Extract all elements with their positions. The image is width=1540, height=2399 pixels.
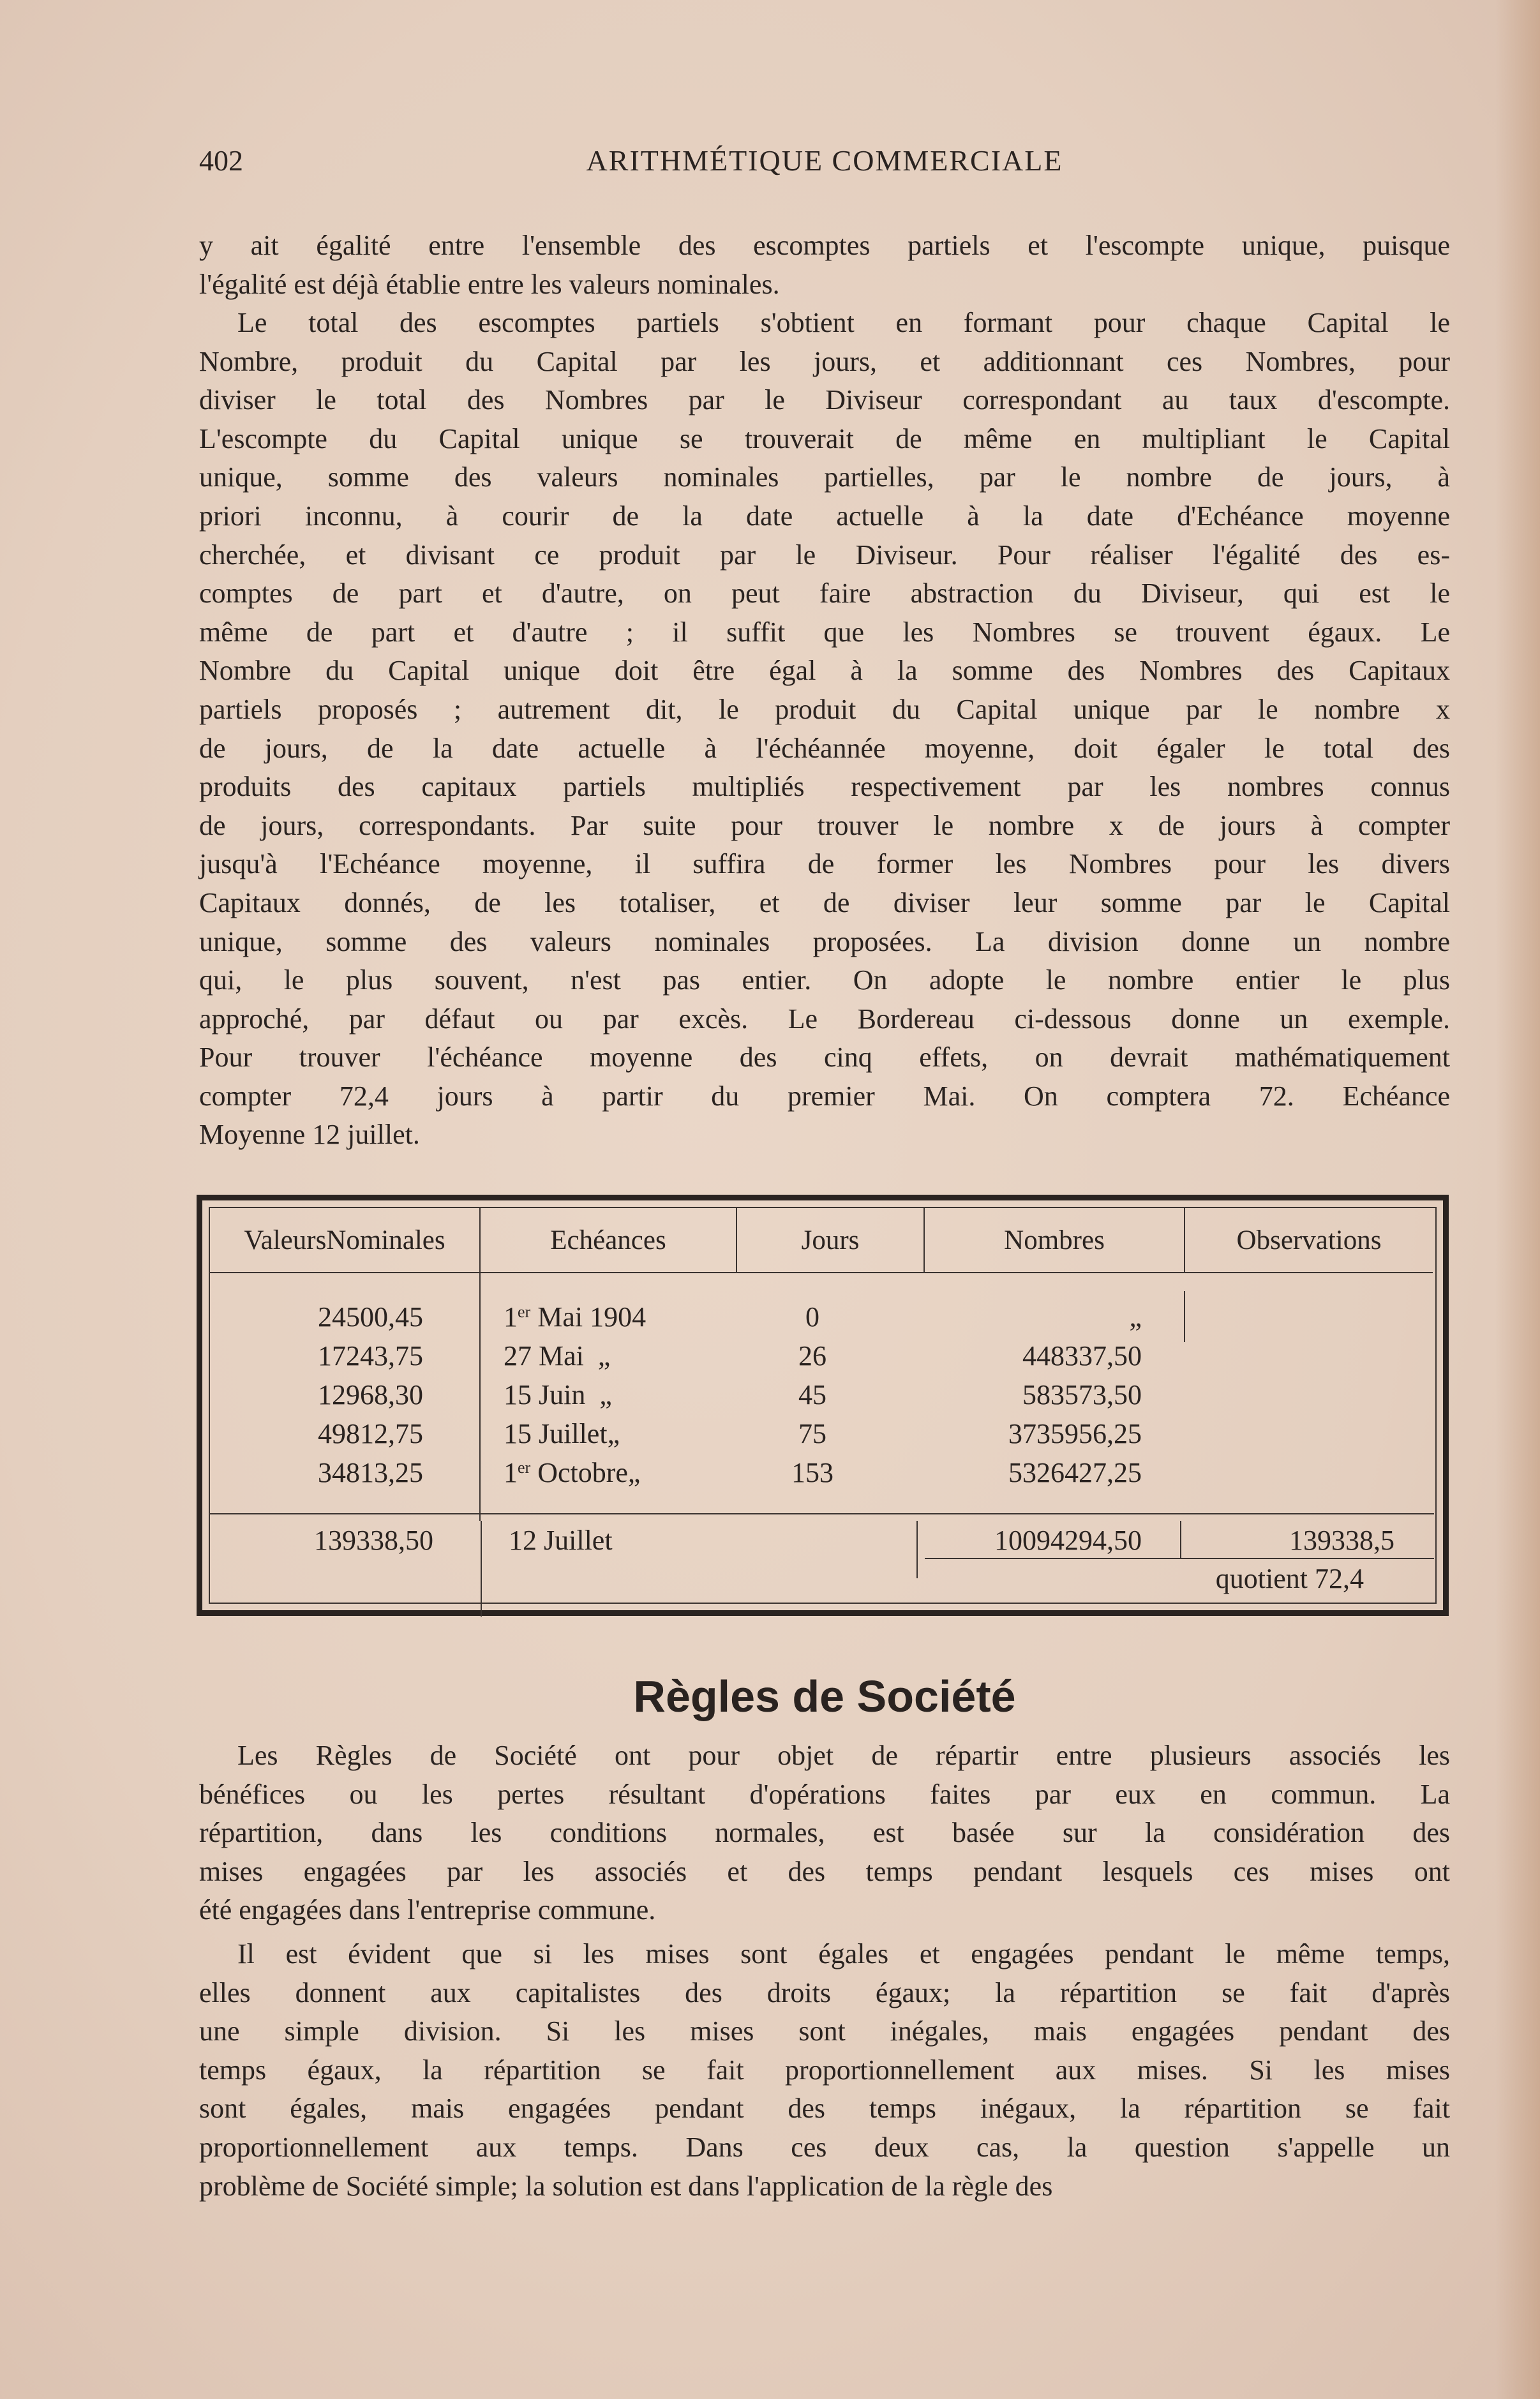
page-number: 402	[199, 144, 243, 177]
total-echeance: 12 Juillet	[509, 1525, 613, 1556]
text-line: comptes de part et d'autre, on peut faire abstraction du Diviseur, qui est le	[199, 578, 1450, 609]
text-line: de jours, de la date actuelle à l'échéannée moyenne, doit égaler le total des	[199, 732, 1450, 764]
echeance-ordinal: er	[518, 1303, 531, 1321]
text-line: partiels proposés ; autrement dit, le produit du Capital unique par le nombre x	[199, 693, 1450, 725]
text-line: Pour trouver l'échéance moyenne des cinq effets, on devrait mathématiquement	[199, 1042, 1450, 1073]
echeance-cell	[504, 1297, 646, 1336]
total-observation: 139338,5	[1289, 1525, 1394, 1556]
page-edge-shadow	[1495, 0, 1540, 2399]
valeur-cell: 17243,75	[318, 1340, 423, 1371]
col-rule-1b	[481, 1521, 482, 1617]
echeance-day: 15 Juillet	[504, 1418, 608, 1449]
nombre-cell: 3735956,25	[1008, 1418, 1142, 1449]
text-line: approché, par défaut ou par excès. Le Bordereau ci-dessous donne un exemple.	[199, 1003, 1450, 1035]
text-line: Nombre, produit du Capital par les jours, et additionnant ces Nombres, pour	[199, 345, 1450, 377]
col-rule-4b	[1184, 1291, 1185, 1342]
main-paragraph	[199, 304, 1450, 1155]
text-line: bénéfices ou les pertes résultant d'opérations faites par eux en commun. La	[199, 1778, 1450, 1810]
header-jours: Jours	[801, 1225, 860, 1255]
nombre-cell: „	[1129, 1301, 1142, 1333]
header-valeurs: ValeursNominales	[244, 1225, 445, 1255]
echeance-rest: „	[607, 1418, 620, 1449]
echeance-ordinal: er	[518, 1458, 531, 1477]
section-paragraph-2	[199, 1935, 1450, 2206]
jours-cell: 45	[798, 1379, 826, 1410]
text-line: unique, somme des valeurs nominales partielles, par le nombre de jours, à	[199, 461, 1450, 493]
text-line: qui, le plus souvent, n'est pas entier. On adopte le nombre entier le plus	[199, 964, 1450, 996]
text-line: jusqu'à l'Echéance moyenne, il suffira de former les Nombres pour les divers	[199, 848, 1450, 880]
page-header	[199, 144, 1450, 188]
text-line: même de part et d'autre ; il suffit que les Nombres se trouvent égaux. Le	[199, 616, 1450, 648]
text-line: temps égaux, la répartition se fait proportionnellement aux mises. Si les mises	[199, 2054, 1450, 2086]
text-line: diviser le total des Nombres par le Diviseur correspondant au taux d'escompte.	[199, 384, 1450, 416]
running-title: ARITHMÉTIQUE COMMERCIALE	[586, 144, 1063, 177]
echeance-rest: „	[585, 1379, 612, 1410]
text-line: compter 72,4 jours à partir du premier Mai. On comptera 72. Echéance	[199, 1080, 1450, 1112]
text-line: unique, somme des valeurs nominales proposées. La division donne un nombre	[199, 925, 1450, 957]
echeance-cell	[504, 1414, 620, 1453]
valeur-cell: 12968,30	[318, 1379, 423, 1410]
text-line: sont égales, mais engagées pendant des temps inégaux, la répartition se fait	[199, 2093, 1450, 2125]
echeance-rest: Octobre„	[530, 1457, 641, 1488]
col-rule-1	[479, 1208, 481, 1521]
intro-paragraph	[199, 227, 1450, 304]
total-nombres: 10094294,50	[994, 1525, 1142, 1556]
text-line: Le total des escomptes partiels s'obtient en formant pour chaque Capital le	[237, 307, 1450, 338]
jours-cell: 75	[798, 1418, 826, 1449]
col-rule-3	[923, 1208, 925, 1272]
echeance-cell	[504, 1375, 612, 1414]
header-rule	[210, 1272, 1433, 1273]
text-line: une simple division. Si les mises sont inégales, mais engagées pendant des	[199, 2015, 1450, 2047]
text-line: Moyenne 12 juillet.	[199, 1119, 420, 1151]
echeance-day: 27 Mai	[504, 1340, 584, 1371]
text-line: produits des capitaux partiels multipliés respectivement par les nombres connus	[199, 771, 1450, 803]
echeance-day: 1	[504, 1301, 518, 1333]
text-line: l'égalité est déjà établie entre les valeurs nominales.	[199, 268, 780, 300]
valeur-cell: 49812,75	[318, 1418, 423, 1449]
jours-cell: 153	[791, 1457, 834, 1488]
col-rule-4c	[1180, 1521, 1181, 1559]
jours-cell: 0	[805, 1301, 819, 1333]
text-line: répartition, dans les conditions normales, est basée sur la considération des	[199, 1817, 1450, 1849]
total-valeur: 139338,50	[314, 1525, 433, 1556]
echeance-day: 15 Juin	[504, 1379, 586, 1410]
col-rule-4	[1184, 1208, 1185, 1272]
text-line: cherchée, et divisant ce produit par le Diviseur. Pour réaliser l'égalité des es-	[199, 539, 1450, 571]
text-line: de jours, correspondants. Par suite pour trouver le nombre x de jours à compter	[199, 809, 1450, 841]
echeance-rest: Mai 1904	[530, 1301, 647, 1333]
bordereau-table	[197, 1195, 1449, 1616]
col-rule-2	[736, 1208, 737, 1272]
text-line: Les Règles de Société ont pour objet de répartir entre plusieurs associés les	[237, 1740, 1450, 1771]
header-echeances: Echéances	[550, 1225, 666, 1255]
table-inner-frame	[209, 1207, 1437, 1604]
text-line: Il est évident que si les mises sont égales et engagées pendant le même temps,	[237, 1938, 1450, 1969]
text-line: y ait égalité entre l'ensemble des escomptes partiels et l'escompte unique, puisque	[199, 230, 1450, 261]
text-line: Capitaux donnés, de les totaliser, et de diviser leur somme par le Capital	[199, 886, 1450, 918]
text-line: mises engagées par les associés et des temps pendant lesquels ces mises ont	[199, 1855, 1450, 1887]
header-nombres: Nombres	[1004, 1225, 1105, 1255]
col-rule-3b	[916, 1521, 918, 1578]
jours-cell: 26	[798, 1340, 826, 1371]
echeance-day: 1	[504, 1457, 518, 1488]
nombre-cell: 583573,50	[1022, 1379, 1142, 1410]
text-line: été engagées dans l'entreprise commune.	[199, 1894, 656, 1926]
section-title: Règles de Société	[633, 1671, 1016, 1721]
valeur-cell: 24500,45	[318, 1301, 423, 1333]
text-line: L'escompte du Capital unique se trouverait de même en multipliant le Capital	[199, 422, 1450, 454]
echeance-cell	[504, 1336, 610, 1375]
echeance-cell	[504, 1453, 640, 1492]
nombre-cell: 448337,50	[1022, 1340, 1142, 1371]
text-line: problème de Société simple; la solution est dans l'application de la règle des	[199, 2170, 1053, 2202]
nombre-cell: 5326427,25	[1008, 1457, 1142, 1488]
total-rule	[210, 1513, 1434, 1514]
text-line: proportionnellement aux temps. Dans ces deux cas, la question s'appelle un	[199, 2131, 1450, 2163]
header-observations: Observations	[1236, 1225, 1382, 1255]
text-line: Nombre du Capital unique doit être égal à la somme des Nombres des Capitaux	[199, 655, 1450, 687]
echeance-rest: „	[583, 1340, 611, 1371]
quotient-label: quotient 72,4	[1215, 1563, 1364, 1594]
text-line: priori inconnu, à courir de la date actuelle à la date d'Echéance moyenne	[199, 500, 1450, 532]
valeur-cell: 34813,25	[318, 1457, 423, 1488]
section-paragraph-1	[199, 1737, 1450, 1930]
text-line: elles donnent aux capitalistes des droits égaux; la répartition se fait d'après	[199, 1977, 1450, 2008]
